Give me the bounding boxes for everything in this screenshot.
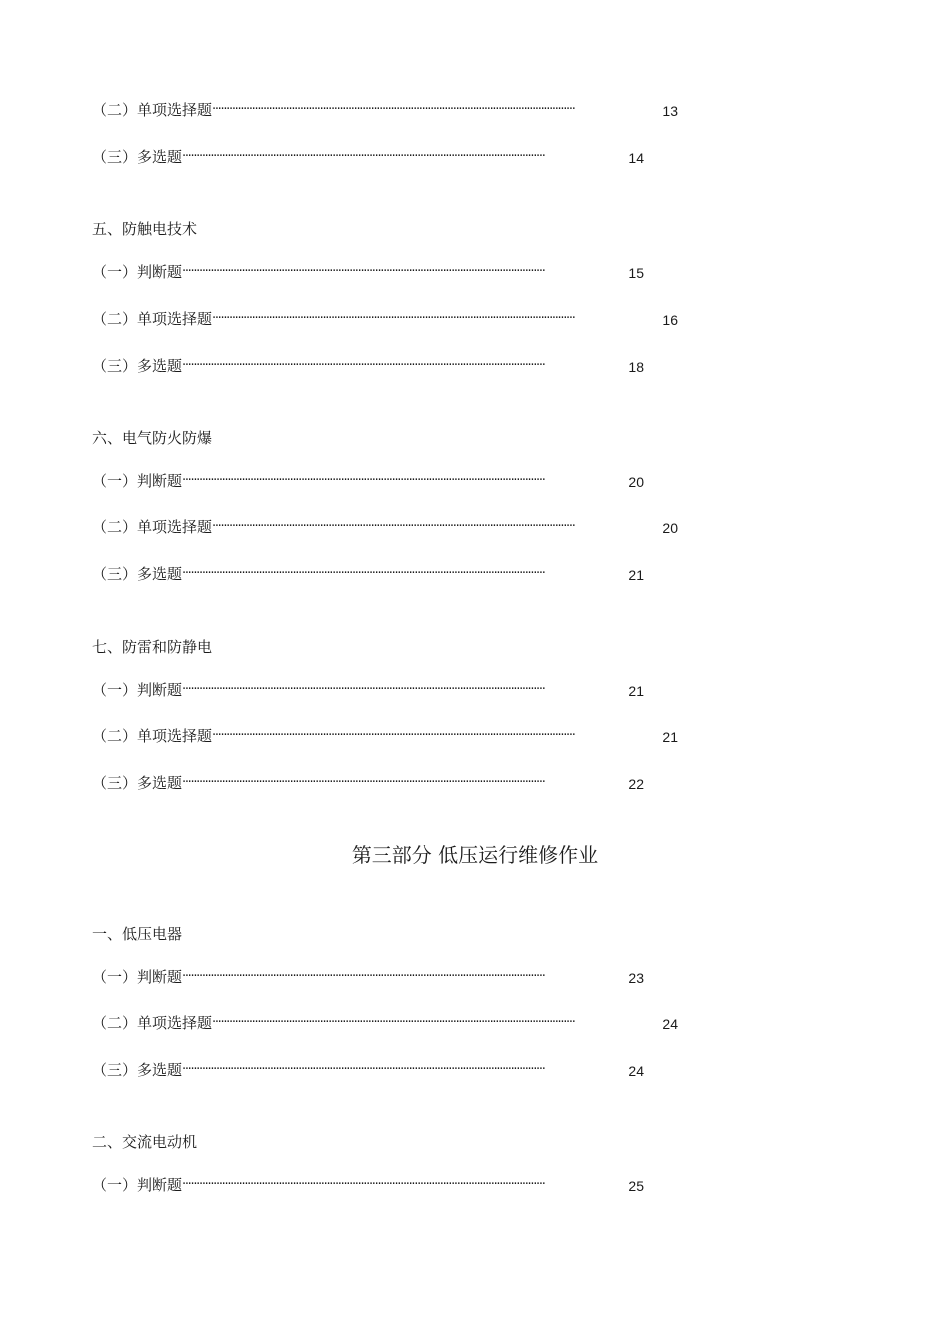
toc-leader-dots: ································································································································ — [212, 1015, 575, 1030]
toc-entry-label: （三）多选题 — [92, 357, 183, 375]
toc-entry-label: （一）判断题 — [92, 681, 183, 699]
toc-page-number: 25 — [628, 1174, 644, 1197]
section-heading[interactable]: 五、防触电技术 — [92, 220, 198, 238]
toc-leader-dots: ································································································································ — [182, 566, 545, 581]
toc-entry-label: （三）多选题 — [92, 1061, 183, 1079]
toc-entry-label: （一）判断题 — [92, 263, 183, 281]
toc-leader-dots: ································································································································ — [182, 264, 545, 279]
toc-entry-label: （一）判断题 — [92, 472, 183, 490]
toc-leader-dots: ································································································································ — [182, 1177, 545, 1192]
section-heading[interactable]: 二、交流电动机 — [92, 1133, 198, 1151]
toc-leader-dots: ································································································································ — [182, 358, 545, 373]
toc-leader-dots: ································································································································ — [182, 473, 545, 488]
section-heading[interactable]: 七、防雷和防静电 — [92, 638, 213, 656]
toc-entry-label: （二）单项选择题 — [92, 101, 213, 119]
toc-entry-label: （三）多选题 — [92, 148, 183, 166]
toc-entry[interactable] — [92, 98, 678, 122]
toc-page-number: 18 — [628, 355, 644, 378]
part-heading[interactable]: 第三部分 低压运行维修作业 — [351, 843, 599, 867]
toc-entry[interactable] — [92, 1173, 644, 1197]
toc-entry-label: （二）单项选择题 — [92, 1014, 213, 1032]
toc-entry[interactable] — [92, 469, 644, 493]
toc-leader-dots: ································································································································ — [212, 519, 575, 534]
toc-page-number: 21 — [662, 725, 678, 748]
toc-entry-label: （三）多选题 — [92, 774, 183, 792]
toc-leader-dots: ································································································································ — [182, 969, 545, 984]
toc-entry[interactable] — [92, 1058, 644, 1082]
toc-entry-label: （二）单项选择题 — [92, 310, 213, 328]
toc-entry-label: （二）单项选择题 — [92, 727, 213, 745]
toc-entry[interactable] — [92, 771, 644, 795]
toc-page-number: 20 — [662, 516, 678, 539]
toc-entry[interactable] — [92, 145, 644, 169]
toc-entry-label: （一）判断题 — [92, 1176, 183, 1194]
toc-entry[interactable] — [92, 307, 678, 331]
toc-page-number: 13 — [662, 99, 678, 122]
section-heading[interactable]: 一、低压电器 — [92, 925, 183, 943]
toc-entry[interactable] — [92, 260, 644, 284]
toc-entry[interactable] — [92, 1011, 678, 1035]
toc-entry[interactable] — [92, 562, 644, 586]
toc-leader-dots: ································································································································ — [212, 728, 575, 743]
toc-entry-label: （一）判断题 — [92, 968, 183, 986]
toc-page-number: 14 — [628, 146, 644, 169]
toc-leader-dots: ································································································································ — [212, 102, 575, 117]
toc-entry[interactable] — [92, 678, 644, 702]
toc-page-number: 15 — [628, 261, 644, 284]
toc-entry-label: （三）多选题 — [92, 565, 183, 583]
toc-page-number: 22 — [628, 772, 644, 795]
toc-leader-dots: ································································································································ — [212, 311, 575, 326]
toc-page-number: 20 — [628, 470, 644, 493]
toc-leader-dots: ································································································································ — [182, 775, 545, 790]
toc-page-number: 24 — [628, 1059, 644, 1082]
toc-entry-label: （二）单项选择题 — [92, 518, 213, 536]
toc-leader-dots: ································································································································ — [182, 149, 545, 164]
section-heading[interactable]: 六、电气防火防爆 — [92, 429, 213, 447]
toc-entry[interactable] — [92, 354, 644, 378]
toc-entry[interactable] — [92, 724, 678, 748]
toc-page-number: 16 — [662, 308, 678, 331]
toc-entry[interactable] — [92, 515, 678, 539]
toc-leader-dots: ································································································································ — [182, 1062, 545, 1077]
toc-leader-dots: ································································································································ — [182, 682, 545, 697]
toc-page-number: 21 — [628, 679, 644, 702]
toc-page-number: 21 — [628, 563, 644, 586]
toc-page-number: 24 — [662, 1012, 678, 1035]
toc-page-number: 23 — [628, 966, 644, 989]
toc-entry[interactable] — [92, 965, 644, 989]
